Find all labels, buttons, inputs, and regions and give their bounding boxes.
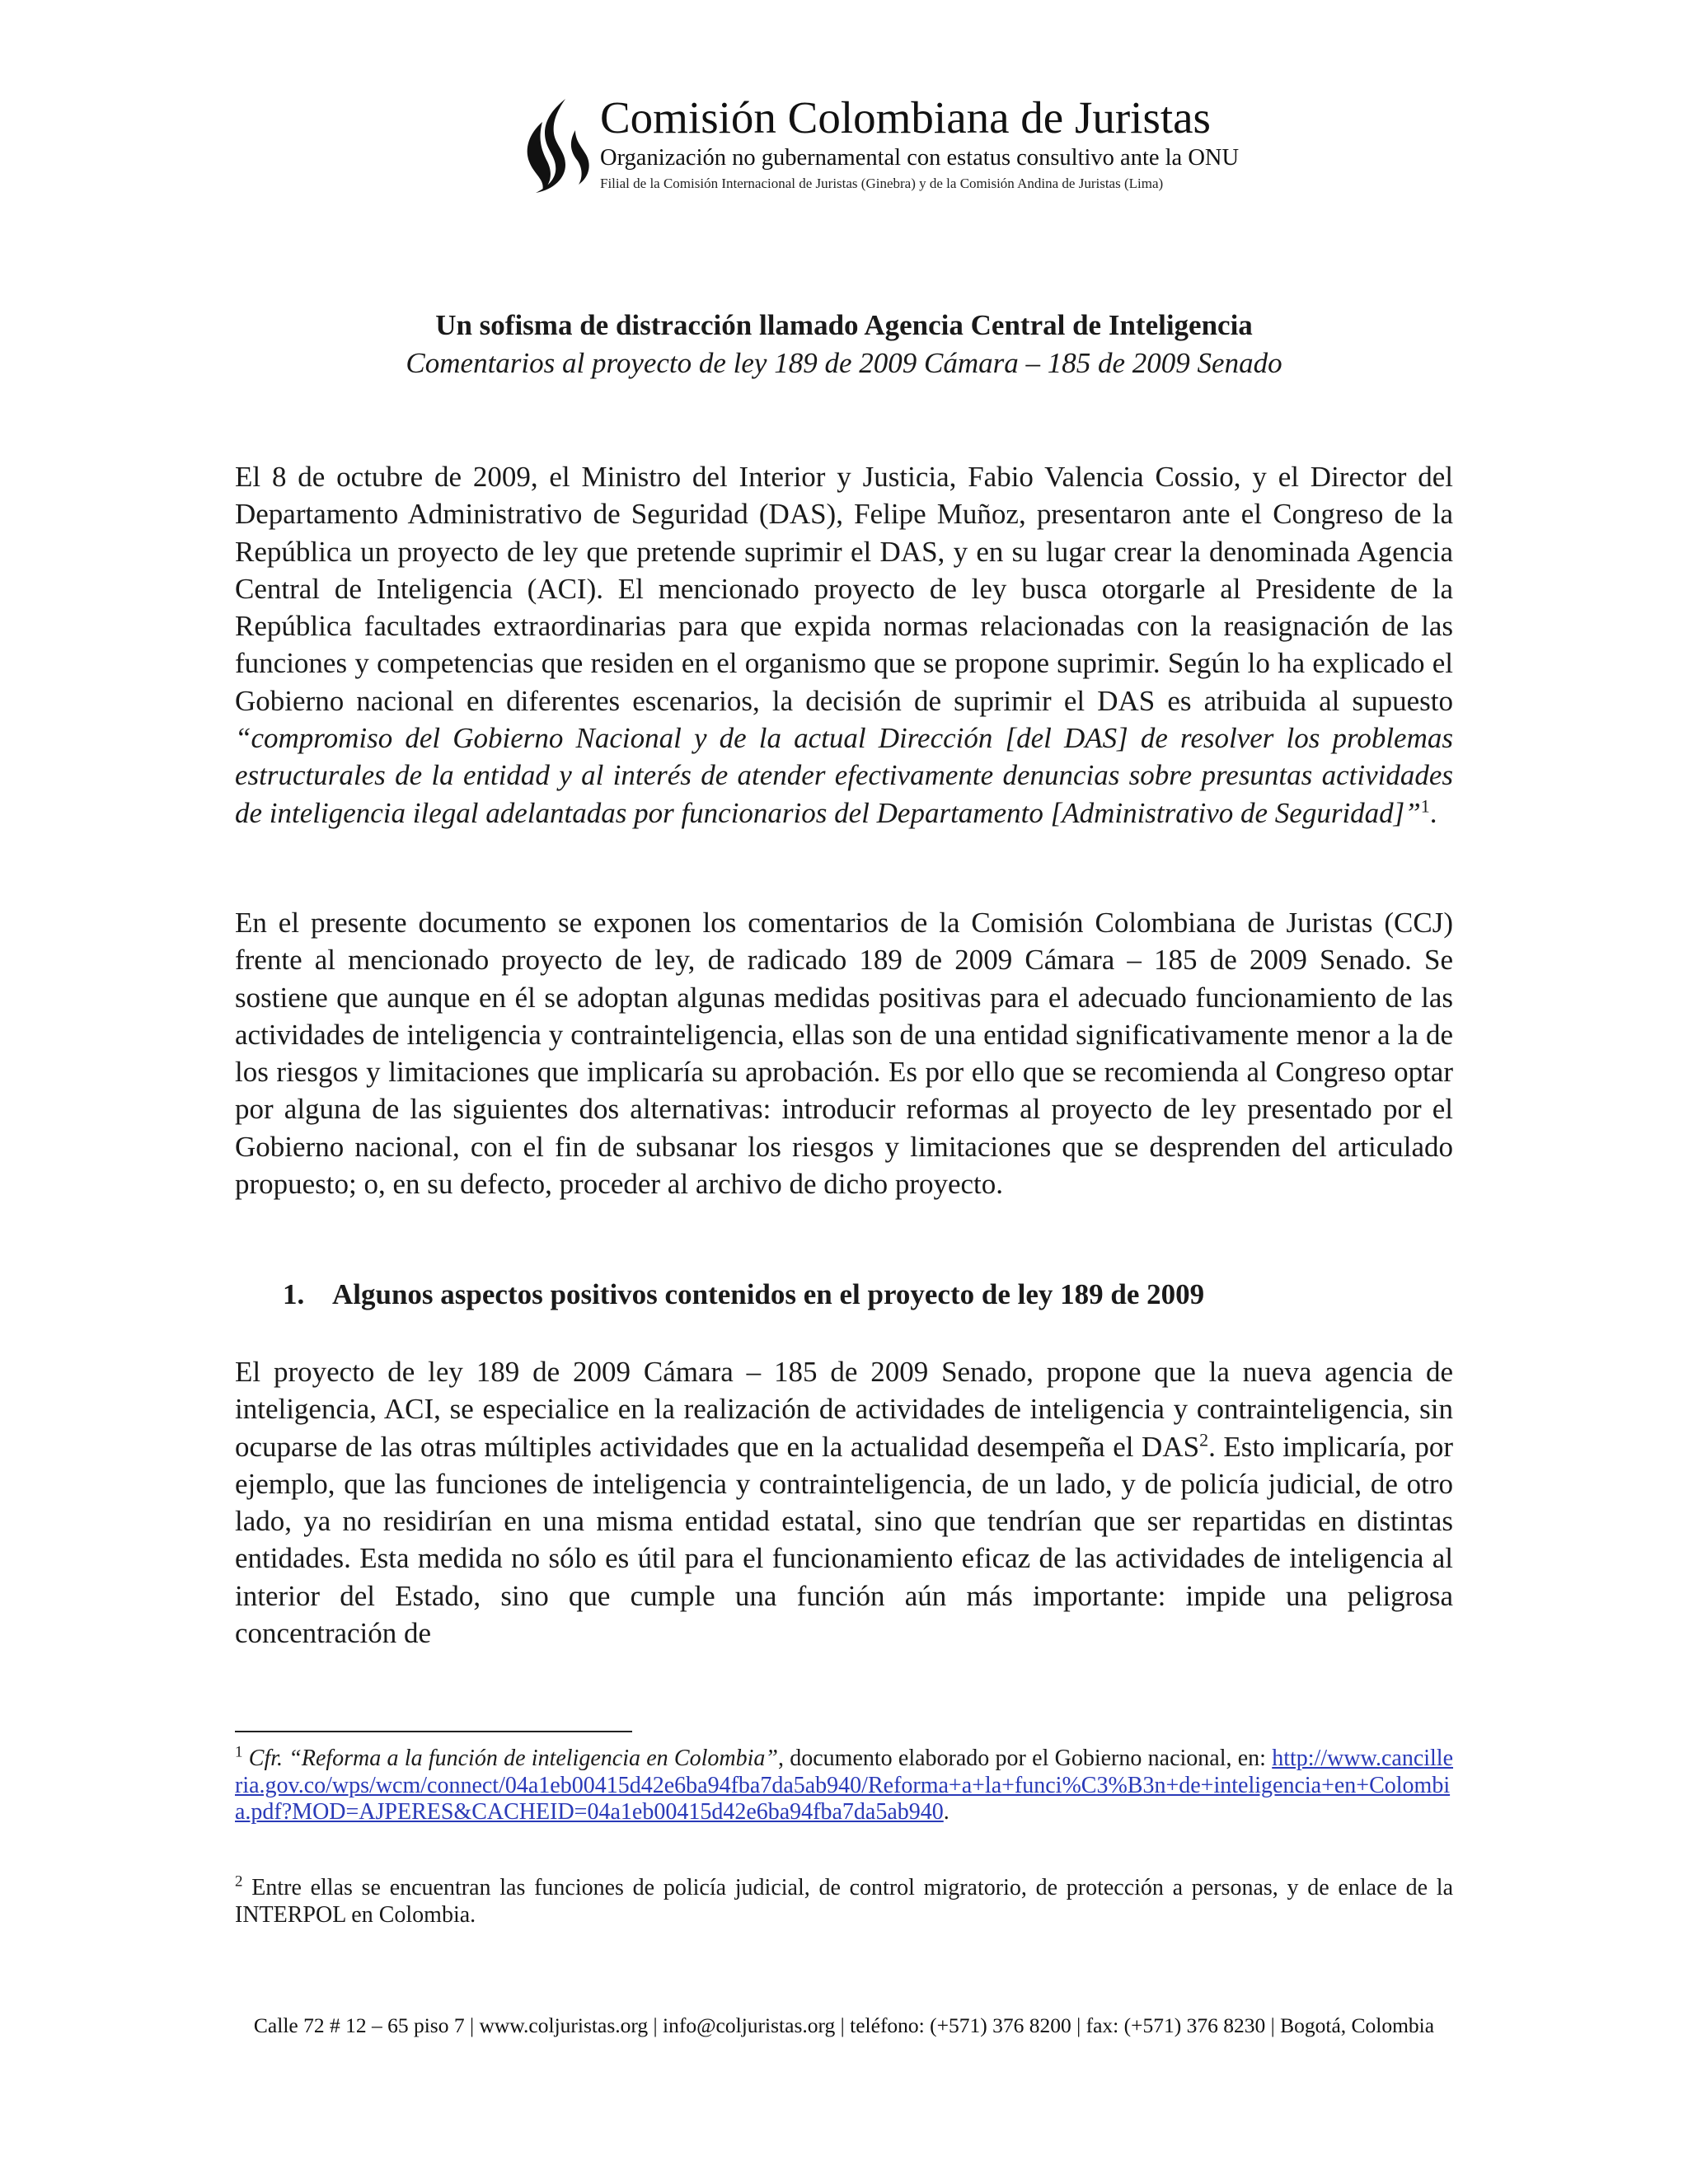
footnote-2-number: 2 [235,1872,243,1891]
paragraph-1-text: El 8 de octubre de 2009, el Ministro del Interior y Justicia, Fabio Valencia Cossio, y el Director del Departamento Administrativo de Seguridad (DAS), Felipe Muñoz, presentaron ante el Congreso de la República un proyecto de ley que pretende suprimir el DAS, y en su lugar crear la denominada Agencia Central de Inteligencia (ACI). El mencionado proyecto de ley busca otorgarle al Presidente de la República facultades extraordinarias para que expida normas relacionadas con la reasignación de las funciones y competencias que residen en el organismo que se propone suprimir. Según lo ha explicado el Gobierno nacional en diferentes escenarios, la decisión de suprimir el DAS es atribuida al supuesto [235,461,1453,717]
org-affiliation: Filial de la Comisión Internacional de Juristas (Ginebra) y de la Comisión Andina de Juristas (Lima) [600,176,1164,191]
footnote-1-link[interactable]: http://www.cancilleria.gov.co/wps/wcm/connect/04a1eb00415d42e6ba94fba7da5ab940/Reforma+a+la+funci%C3%B3n+de+inteligencia+en+Colombia.pdf?MOD=AJPERES&CACHEID=04a1eb00415d42e6ba94fba7da5ab940 [235,1746,1454,1825]
footnote-1-title: “Reforma a la función de inteligencia en Colombia” [288,1746,778,1771]
section-heading-text: Algunos aspectos positivos contenidos en el proyecto de ley 189 de 2009 [332,1278,1205,1310]
footnote-ref-1[interactable]: 1 [1420,795,1430,817]
footnote-2 [235,1872,1453,1929]
footnote-1 [235,1743,1454,1826]
footnote-ref-2[interactable]: 2 [1199,1428,1209,1450]
paragraph-2-text: En el presente documento se exponen los comentarios de la Comisión Colombiana de Juristas (CCJ) frente al mencionado proyecto de ley, de radicado 189 de 2009 Cámara – 185 de 2009 Senado. Se sostiene que aunque en él se adoptan algunas medidas positivas para el adecuado funcionamiento de las actividades de inteligencia y contrainteligencia, ellas son de una entidad significativamente menor a la de los riesgos y limitaciones que implicaría su aprobación. Es por ello que se recomienda al Congreso optar por alguna de las siguientes dos alternativas: introducir reformas al proyecto de ley presentado por el Gobierno nacional, con el fin de subsanar los riesgos y limitaciones que se desprenden del articulado propuesto; o, en su defecto, proceder al archivo de dicho proyecto. [235,907,1453,1201]
footnote-1-text: , documento elaborado por el Gobierno nacional, en: [777,1746,1273,1771]
section-number: 1. [283,1278,305,1310]
footnote-2-text: Entre ellas se encuentran las funciones de policía judicial, de control migratorio, de protección a personas, y de enlace de la INTERPOL en Colombia. [235,1875,1453,1928]
footnote-1-cfr: Cfr. [248,1746,284,1771]
ccj-flame-logo-icon [518,97,597,194]
footnote-divider [235,1731,632,1732]
paragraph-1 [235,458,1453,832]
letterhead [518,92,1240,216]
org-subtitle: Organización no gubernamental con estatus consultivo ante la ONU [600,145,1240,171]
paragraph-3 [235,1353,1453,1652]
paragraph-2 [235,904,1453,1202]
document-subtitle: Comentarios al proyecto de ley 189 de 2009 Cámara – 185 de 2009 Senado [406,347,1282,379]
page-footer: Calle 72 # 12 – 65 piso 7 | www.coljuristas.org | info@coljuristas.org | teléfono: (+571) 376 8200 | fax: (+571) 376 8230 | Bogotá, Colombia [253,2013,1435,2037]
section-heading-1 [283,1277,1204,1313]
footnote-1-number: 1 [235,1743,243,1761]
document-title: Un sofisma de distracción llamado Agencia Central de Inteligencia [435,309,1253,341]
paragraph-3-after: . Esto implicaría, por ejemplo, que las funciones de inteligencia y contrainteligencia, de un lado, y de policía judicial, de otro lado, ya no residirían en una misma entidad estatal, sino que tendrían que ser repartidas en distintas entidades. Esta medida no sólo es útil para el funcionamiento eficaz de las actividades de inteligencia al interior del Estado, sino que cumple una función aún más importante: impide una peligrosa concentración de [235,1430,1453,1650]
footnote-1-end: . [943,1799,950,1825]
paragraph-1-quote: “compromiso del Gobierno Nacional y de la actual Dirección [del DAS] de resolver los problemas estructurales de la entidad y al interés de atender efectivamente denuncias sobre presuntas actividades de inteligencia ilegal adelantadas por funcionarios del Departamento [Administrativo de Seguridad]” [235,722,1453,829]
org-name: Comisión Colombiana de Juristas [600,92,1211,143]
paragraph-1-end: . [1429,796,1437,829]
paragraph-3-before: El proyecto de ley 189 de 2009 Cámara – 185 de 2009 Senado, propone que la nueva agencia de inteligencia, ACI, se especialice en la realización de actividades de inteligencia y contrainteligencia, sin ocuparse de las otras múltiples actividades que en la actualidad desempeña el DAS [235,1356,1453,1463]
